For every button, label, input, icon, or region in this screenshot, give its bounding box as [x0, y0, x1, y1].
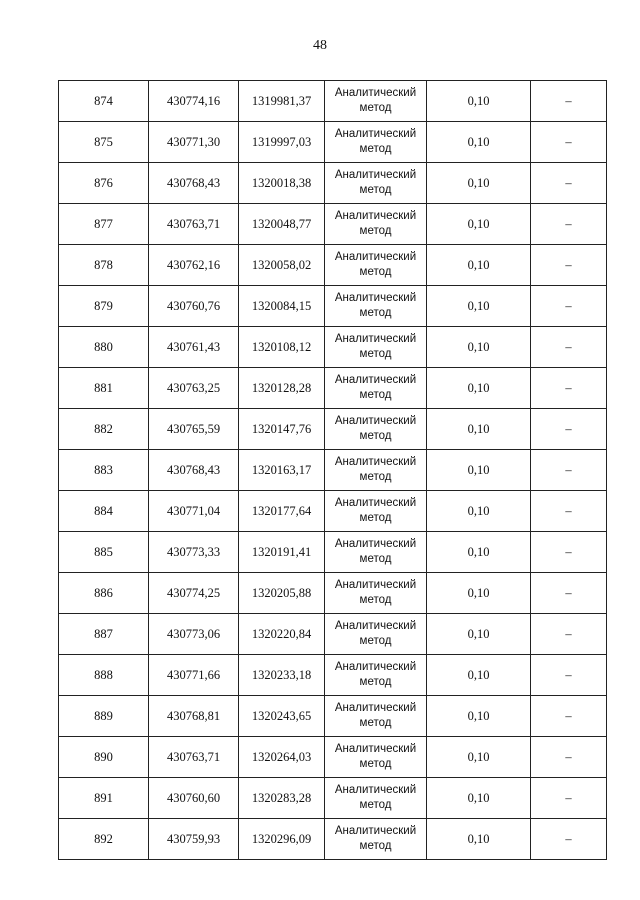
note-text: – — [565, 421, 572, 436]
x-coordinate-cell — [149, 450, 239, 491]
y-coordinate-text: 1320163,17 — [251, 462, 312, 477]
accuracy-text: 0,10 — [467, 134, 490, 149]
method-text: метод — [359, 389, 392, 401]
y-coordinate-text: 1319981,37 — [251, 93, 312, 108]
y-coordinate-text: 1320296,09 — [251, 831, 312, 846]
accuracy-text: 0,10 — [467, 503, 490, 518]
note-cell — [531, 327, 607, 368]
method-cell — [325, 778, 427, 819]
method-text: Аналитический — [334, 87, 417, 99]
table-row — [59, 327, 607, 368]
point-number-text: 890 — [94, 749, 113, 764]
accuracy-cell — [427, 409, 531, 450]
method-cell — [325, 450, 427, 491]
x-coordinate-cell — [149, 122, 239, 163]
x-coordinate-cell — [149, 81, 239, 122]
y-coordinate-text: 1320205,88 — [251, 585, 312, 600]
point-number-cell — [59, 655, 149, 696]
y-coordinate-cell — [239, 245, 325, 286]
accuracy-text: 0,10 — [467, 708, 490, 723]
method-text: метод — [359, 840, 392, 852]
x-coordinate-text: 430773,33 — [166, 544, 221, 559]
note-text: – — [565, 257, 572, 272]
note-text: – — [565, 93, 572, 108]
method-text: метод — [359, 102, 392, 114]
point-number-cell — [59, 614, 149, 655]
x-coordinate-cell — [149, 573, 239, 614]
x-coordinate-text: 430773,06 — [166, 626, 221, 641]
note-text: – — [565, 462, 572, 477]
note-cell — [531, 122, 607, 163]
method-text: метод — [359, 143, 392, 155]
note-cell — [531, 573, 607, 614]
y-coordinate-cell — [239, 778, 325, 819]
note-text: – — [565, 380, 572, 395]
method-text: Аналитический — [334, 292, 417, 304]
method-text: Аналитический — [334, 251, 417, 263]
table-row — [59, 122, 607, 163]
x-coordinate-text: 430762,16 — [166, 257, 221, 272]
note-cell — [531, 737, 607, 778]
y-coordinate-cell — [239, 696, 325, 737]
x-coordinate-cell — [149, 204, 239, 245]
y-coordinate-text: 1320147,76 — [251, 421, 312, 436]
accuracy-cell — [427, 491, 531, 532]
x-coordinate-text: 430771,04 — [166, 503, 221, 518]
y-coordinate-cell — [239, 409, 325, 450]
method-text: Аналитический — [334, 784, 417, 796]
method-text: Аналитический — [334, 169, 417, 181]
accuracy-cell — [427, 737, 531, 778]
method-cell — [325, 245, 427, 286]
y-coordinate-cell — [239, 122, 325, 163]
point-number-text: 886 — [94, 585, 113, 600]
accuracy-text: 0,10 — [467, 544, 490, 559]
note-text: – — [565, 503, 572, 518]
point-number-cell — [59, 819, 149, 860]
y-coordinate-text: 1320018,38 — [251, 175, 312, 190]
method-text: Аналитический — [334, 128, 417, 140]
note-text: – — [565, 626, 572, 641]
table-body — [59, 81, 607, 860]
y-coordinate-text: 1320264,03 — [251, 749, 312, 764]
note-cell — [531, 409, 607, 450]
x-coordinate-text: 430760,60 — [166, 790, 221, 805]
note-text: – — [565, 134, 572, 149]
method-text: метод — [359, 512, 392, 524]
note-cell — [531, 614, 607, 655]
point-number-text: 885 — [94, 544, 113, 559]
y-coordinate-cell — [239, 286, 325, 327]
point-number-cell — [59, 327, 149, 368]
point-number-text: 876 — [94, 175, 113, 190]
accuracy-text: 0,10 — [467, 93, 490, 108]
method-cell — [325, 122, 427, 163]
x-coordinate-text: 430763,71 — [166, 749, 221, 764]
point-number-text: 874 — [94, 93, 113, 108]
accuracy-cell — [427, 696, 531, 737]
method-text: Аналитический — [334, 825, 417, 837]
point-number-cell — [59, 409, 149, 450]
method-text: Аналитический — [334, 374, 417, 386]
point-number-cell — [59, 532, 149, 573]
y-coordinate-cell — [239, 655, 325, 696]
table-row — [59, 696, 607, 737]
x-coordinate-text: 430759,93 — [166, 831, 221, 846]
method-text: Аналитический — [334, 210, 417, 222]
method-text: Аналитический — [334, 579, 417, 591]
method-text: Аналитический — [334, 497, 417, 509]
table-row — [59, 286, 607, 327]
note-text: – — [565, 708, 572, 723]
method-text: метод — [359, 635, 392, 647]
note-text: – — [565, 298, 572, 313]
y-coordinate-text: 1320191,41 — [251, 544, 312, 559]
y-coordinate-cell — [239, 573, 325, 614]
y-coordinate-text: 1320220,84 — [251, 626, 312, 641]
accuracy-cell — [427, 81, 531, 122]
y-coordinate-cell — [239, 204, 325, 245]
accuracy-cell — [427, 573, 531, 614]
point-number-cell — [59, 122, 149, 163]
x-coordinate-cell — [149, 696, 239, 737]
accuracy-text: 0,10 — [467, 831, 490, 846]
x-coordinate-text: 430760,76 — [166, 298, 221, 313]
y-coordinate-cell — [239, 450, 325, 491]
method-cell — [325, 163, 427, 204]
note-cell — [531, 778, 607, 819]
accuracy-cell — [427, 163, 531, 204]
accuracy-text: 0,10 — [467, 667, 490, 682]
note-text: – — [565, 544, 572, 559]
accuracy-text: 0,10 — [467, 462, 490, 477]
method-text: Аналитический — [334, 702, 417, 714]
point-number-cell — [59, 163, 149, 204]
accuracy-text: 0,10 — [467, 626, 490, 641]
note-text: – — [565, 585, 572, 600]
method-cell — [325, 655, 427, 696]
point-number-text: 891 — [94, 790, 113, 805]
method-cell — [325, 737, 427, 778]
y-coordinate-text: 1320108,12 — [251, 339, 312, 354]
method-cell — [325, 532, 427, 573]
table-row — [59, 614, 607, 655]
y-coordinate-text: 1320233,18 — [251, 667, 312, 682]
x-coordinate-cell — [149, 532, 239, 573]
note-cell — [531, 368, 607, 409]
y-coordinate-cell — [239, 81, 325, 122]
method-text: метод — [359, 430, 392, 442]
accuracy-text: 0,10 — [467, 749, 490, 764]
x-coordinate-cell — [149, 614, 239, 655]
method-cell — [325, 696, 427, 737]
table-row — [59, 778, 607, 819]
method-cell — [325, 573, 427, 614]
x-coordinate-text: 430768,43 — [166, 175, 221, 190]
y-coordinate-cell — [239, 819, 325, 860]
method-text: метод — [359, 307, 392, 319]
x-coordinate-cell — [149, 491, 239, 532]
table-row — [59, 737, 607, 778]
table-row — [59, 245, 607, 286]
accuracy-cell — [427, 245, 531, 286]
point-number-text: 889 — [94, 708, 113, 723]
note-cell — [531, 819, 607, 860]
note-text: – — [565, 339, 572, 354]
x-coordinate-text: 430774,16 — [166, 93, 221, 108]
accuracy-cell — [427, 327, 531, 368]
point-number-cell — [59, 778, 149, 819]
note-text: – — [565, 667, 572, 682]
x-coordinate-cell — [149, 778, 239, 819]
note-cell — [531, 204, 607, 245]
method-text: метод — [359, 266, 392, 278]
accuracy-text: 0,10 — [467, 298, 490, 313]
method-text: метод — [359, 184, 392, 196]
method-text: Аналитический — [334, 333, 417, 345]
x-coordinate-cell — [149, 819, 239, 860]
accuracy-cell — [427, 368, 531, 409]
x-coordinate-cell — [149, 368, 239, 409]
point-number-cell — [59, 737, 149, 778]
method-cell — [325, 819, 427, 860]
point-number-cell — [59, 491, 149, 532]
point-number-text: 880 — [94, 339, 113, 354]
point-number-text: 877 — [94, 216, 113, 231]
method-text: метод — [359, 758, 392, 770]
y-coordinate-text: 1320084,15 — [251, 298, 312, 313]
accuracy-text: 0,10 — [467, 257, 490, 272]
table-row — [59, 573, 607, 614]
accuracy-cell — [427, 778, 531, 819]
point-number-cell — [59, 696, 149, 737]
x-coordinate-text: 430768,81 — [166, 708, 221, 723]
accuracy-text: 0,10 — [467, 339, 490, 354]
x-coordinate-text: 430768,43 — [166, 462, 221, 477]
point-number-cell — [59, 450, 149, 491]
y-coordinate-cell — [239, 737, 325, 778]
point-number-cell — [59, 245, 149, 286]
point-number-cell — [59, 286, 149, 327]
accuracy-cell — [427, 532, 531, 573]
note-cell — [531, 532, 607, 573]
method-text: метод — [359, 676, 392, 688]
point-number-cell — [59, 81, 149, 122]
point-number-text: 881 — [94, 380, 113, 395]
x-coordinate-text: 430774,25 — [166, 585, 221, 600]
method-text: Аналитический — [334, 620, 417, 632]
table-row — [59, 532, 607, 573]
point-number-text: 884 — [94, 503, 113, 518]
table-row — [59, 204, 607, 245]
x-coordinate-text: 430763,25 — [166, 380, 221, 395]
method-cell — [325, 491, 427, 532]
y-coordinate-text: 1320283,28 — [251, 790, 312, 805]
accuracy-text: 0,10 — [467, 380, 490, 395]
accuracy-text: 0,10 — [467, 421, 490, 436]
note-cell — [531, 450, 607, 491]
y-coordinate-cell — [239, 614, 325, 655]
table-row — [59, 450, 607, 491]
point-number-text: 892 — [94, 831, 113, 846]
note-cell — [531, 491, 607, 532]
method-text: метод — [359, 799, 392, 811]
y-coordinate-text: 1319997,03 — [251, 134, 312, 149]
table-row — [59, 819, 607, 860]
point-number-text: 883 — [94, 462, 113, 477]
table-row — [59, 655, 607, 696]
method-text: метод — [359, 225, 392, 237]
x-coordinate-cell — [149, 163, 239, 204]
method-cell — [325, 81, 427, 122]
method-text: Аналитический — [334, 661, 417, 673]
note-text: – — [565, 831, 572, 846]
y-coordinate-cell — [239, 368, 325, 409]
table-row — [59, 163, 607, 204]
note-text: – — [565, 216, 572, 231]
accuracy-text: 0,10 — [467, 175, 490, 190]
method-text: Аналитический — [334, 538, 417, 550]
x-coordinate-cell — [149, 245, 239, 286]
method-text: метод — [359, 471, 392, 483]
y-coordinate-cell — [239, 163, 325, 204]
point-number-text: 882 — [94, 421, 113, 436]
y-coordinate-text: 1320243,65 — [251, 708, 312, 723]
note-cell — [531, 81, 607, 122]
note-text: – — [565, 749, 572, 764]
note-cell — [531, 245, 607, 286]
x-coordinate-cell — [149, 286, 239, 327]
method-cell — [325, 614, 427, 655]
note-text: – — [565, 790, 572, 805]
y-coordinate-text: 1320048,77 — [251, 216, 312, 231]
accuracy-cell — [427, 286, 531, 327]
accuracy-cell — [427, 450, 531, 491]
x-coordinate-text: 430761,43 — [166, 339, 221, 354]
accuracy-cell — [427, 204, 531, 245]
note-text: – — [565, 175, 572, 190]
table-row — [59, 368, 607, 409]
method-cell — [325, 204, 427, 245]
table-row — [59, 491, 607, 532]
point-number-text: 887 — [94, 626, 113, 641]
point-number-text: 879 — [94, 298, 113, 313]
method-cell — [325, 409, 427, 450]
y-coordinate-text: 1320058,02 — [251, 257, 312, 272]
point-number-text: 875 — [94, 134, 113, 149]
x-coordinate-text: 430771,66 — [166, 667, 221, 682]
method-text: метод — [359, 594, 392, 606]
method-text: метод — [359, 717, 392, 729]
accuracy-cell — [427, 614, 531, 655]
note-cell — [531, 286, 607, 327]
accuracy-cell — [427, 122, 531, 163]
method-text: Аналитический — [334, 743, 417, 755]
y-coordinate-cell — [239, 327, 325, 368]
y-coordinate-text: 1320177,64 — [251, 503, 312, 518]
point-number-cell — [59, 204, 149, 245]
page-number: 48 — [313, 38, 327, 53]
method-text: метод — [359, 553, 392, 565]
y-coordinate-text: 1320128,28 — [251, 380, 312, 395]
method-cell — [325, 368, 427, 409]
method-cell — [325, 327, 427, 368]
y-coordinate-cell — [239, 491, 325, 532]
x-coordinate-cell — [149, 655, 239, 696]
accuracy-text: 0,10 — [467, 216, 490, 231]
method-text: Аналитический — [334, 456, 417, 468]
x-coordinate-text: 430763,71 — [166, 216, 221, 231]
note-cell — [531, 696, 607, 737]
x-coordinate-text: 430771,30 — [166, 134, 221, 149]
method-text: Аналитический — [334, 415, 417, 427]
x-coordinate-cell — [149, 737, 239, 778]
x-coordinate-cell — [149, 327, 239, 368]
note-cell — [531, 655, 607, 696]
point-number-text: 878 — [94, 257, 113, 272]
coordinates-table — [58, 80, 607, 860]
point-number-text: 888 — [94, 667, 113, 682]
method-text: метод — [359, 348, 392, 360]
point-number-cell — [59, 573, 149, 614]
method-cell — [325, 286, 427, 327]
accuracy-text: 0,10 — [467, 790, 490, 805]
accuracy-cell — [427, 655, 531, 696]
x-coordinate-text: 430765,59 — [166, 421, 221, 436]
accuracy-cell — [427, 819, 531, 860]
table-row — [59, 81, 607, 122]
y-coordinate-cell — [239, 532, 325, 573]
accuracy-text: 0,10 — [467, 585, 490, 600]
point-number-cell — [59, 368, 149, 409]
table-row — [59, 409, 607, 450]
note-cell — [531, 163, 607, 204]
x-coordinate-cell — [149, 409, 239, 450]
